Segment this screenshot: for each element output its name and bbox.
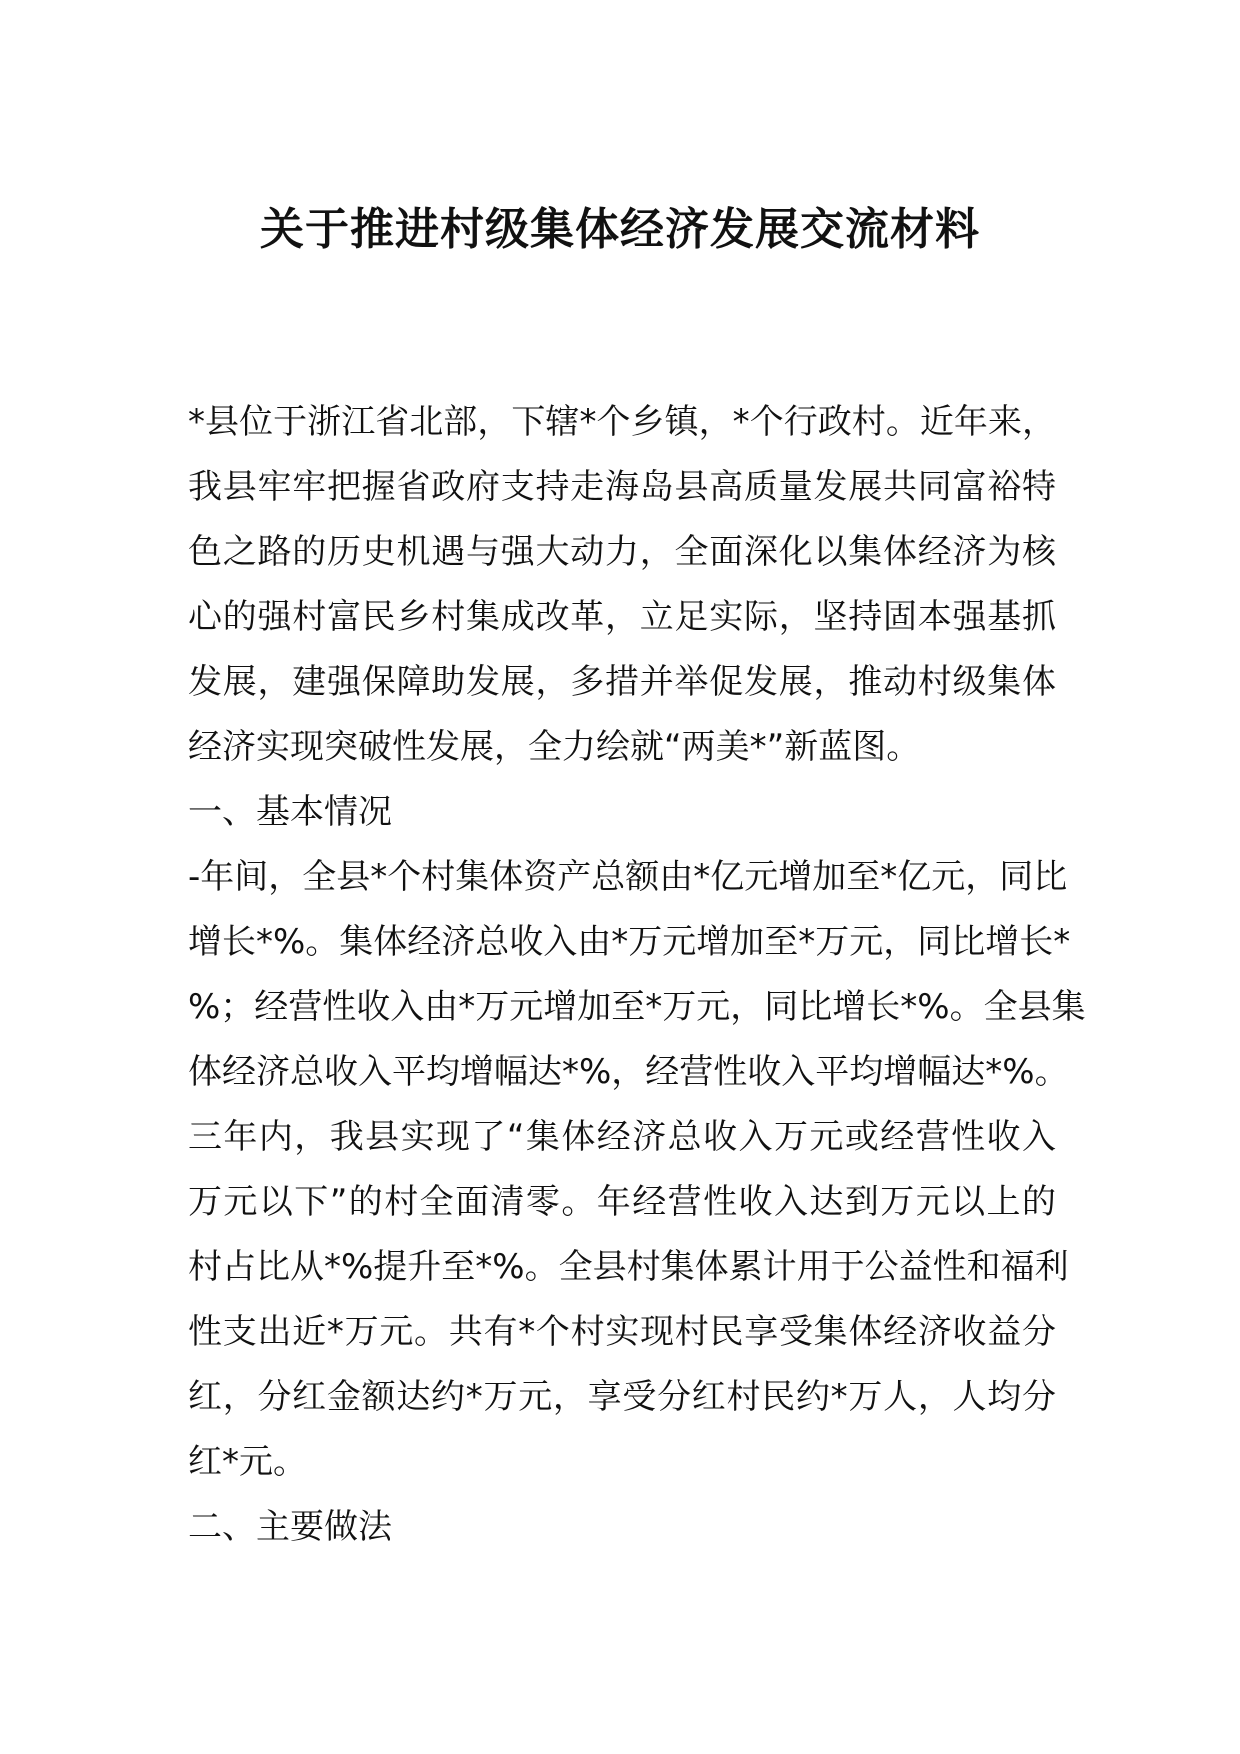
section-heading-main-practices: 二、主要做法 bbox=[188, 1507, 392, 1547]
section1-line: 体经济总收入平均增幅达*%，经营性收入平均增幅达*%。 bbox=[188, 1052, 1069, 1092]
section1-line: 村占比从*%提升至*%。全县村集体累计用于公益性和福利 bbox=[188, 1247, 1069, 1287]
section-heading-basic-situation: 一、基本情况 bbox=[188, 792, 392, 832]
intro-line: 心的强村富民乡村集成改革，立足实际，坚持固本强基抓 bbox=[188, 597, 1056, 637]
section1-line: 性支出近*万元。共有*个村实现村民享受集体经济收益分 bbox=[188, 1312, 1056, 1352]
section1-line: 万元以下”的村全面清零。年经营性收入达到万元以上的 bbox=[188, 1182, 1056, 1222]
intro-line: 经济实现突破性发展，全力绘就“两美*”新蓝图。 bbox=[188, 727, 921, 767]
section1-line: 三年内，我县实现了“集体经济总收入万元或经营性收入 bbox=[188, 1117, 1056, 1157]
section1-line: 红，分红金额达约*万元，享受分红村民约*万人，人均分 bbox=[188, 1377, 1056, 1417]
section1-line: 红*元。 bbox=[188, 1442, 307, 1482]
section1-line: 增长*%。集体经济总收入由*万元增加至*万元，同比增长* bbox=[188, 922, 1071, 962]
section1-line: %；经营性收入由*万元增加至*万元，同比增长*%。全县集 bbox=[188, 987, 1086, 1027]
intro-line: *县位于浙江省北部，下辖*个乡镇，*个行政村。近年来， bbox=[188, 402, 1056, 442]
intro-line: 我县牢牢把握省政府支持走海岛县高质量发展共同富裕特 bbox=[188, 467, 1056, 507]
section1-line: -年间，全县*个村集体资产总额由*亿元增加至*亿元，同比 bbox=[188, 857, 1068, 897]
document-body bbox=[188, 390, 1086, 1560]
intro-line: 色之路的历史机遇与强大动力，全面深化以集体经济为核 bbox=[188, 532, 1056, 572]
intro-line: 发展，建强保障助发展，多措并举促发展，推动村级集体 bbox=[188, 662, 1056, 702]
document-title: 关于推进村级集体经济发展交流材料 bbox=[260, 204, 980, 255]
